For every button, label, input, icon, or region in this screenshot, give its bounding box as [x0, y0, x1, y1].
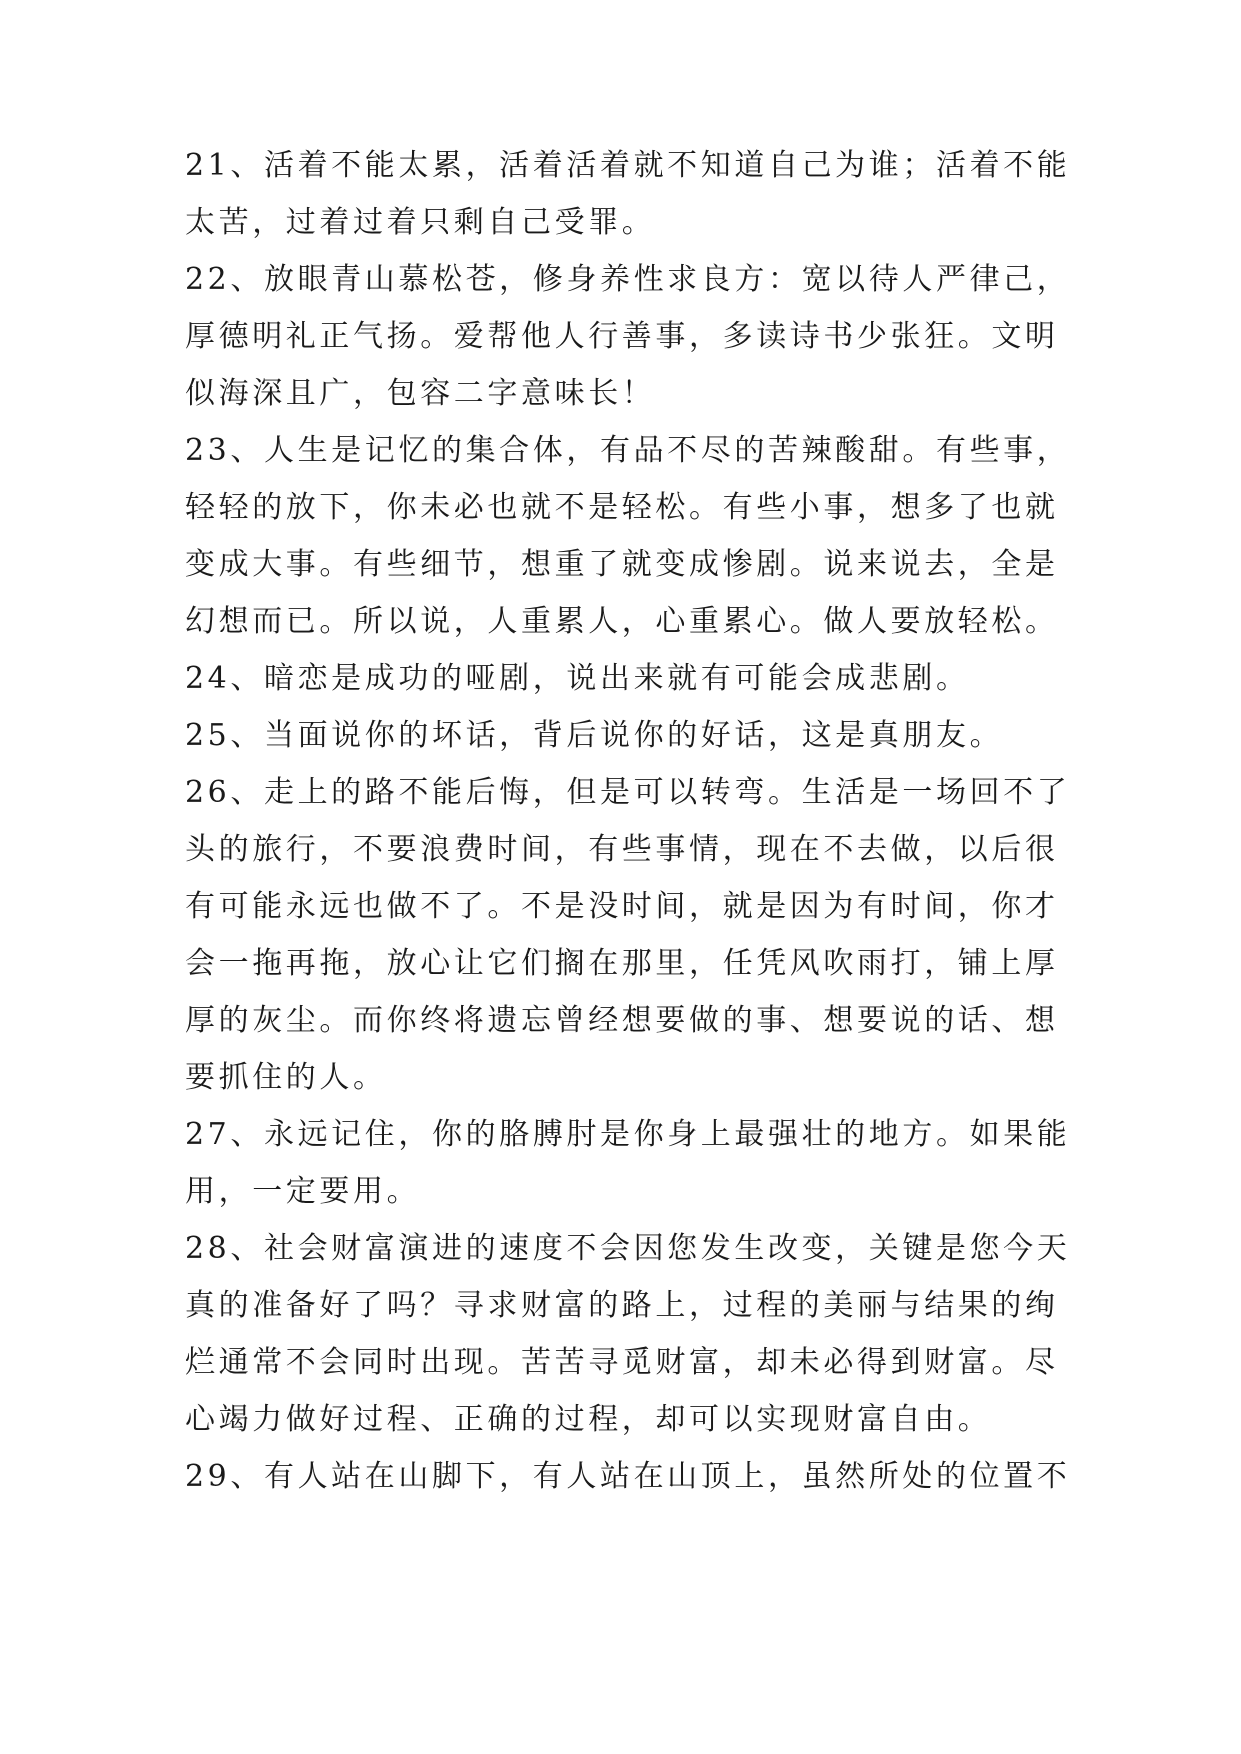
text-line: 幻想而已。所以说，人重累人，心重累心。做人要放轻松。 [185, 604, 1059, 639]
text-line: 厚德明礼正气扬。爱帮他人行善事，多读诗书少张狂。文明 [185, 319, 1059, 354]
text-line: 21、活着不能太累，活着活着就不知道自己为谁；活着不能 [185, 148, 1071, 183]
text-line: 真的准备好了吗？寻求财富的路上，过程的美丽与结果的绚 [185, 1288, 1059, 1323]
text-line: 轻轻的放下，你未必也就不是轻松。有些小事，想多了也就 [185, 490, 1059, 525]
paragraph-25 [185, 707, 1085, 764]
paragraph-24 [185, 650, 1085, 707]
text-line: 变成大事。有些细节，想重了就变成惨剧。说来说去，全是 [185, 547, 1059, 582]
text-line: 25、当面说你的坏话，背后说你的好话，这是真朋友。 [185, 718, 1004, 753]
text-line: 头的旅行，不要浪费时间，有些事情，现在不去做，以后很 [185, 832, 1059, 867]
text-line: 29、有人站在山脚下，有人站在山顶上，虽然所处的位置不 [185, 1459, 1071, 1494]
paragraph-21 [185, 137, 1085, 251]
text-line: 烂通常不会同时出现。苦苦寻觅财富，却未必得到财富。尽 [185, 1345, 1059, 1380]
text-line: 24、暗恋是成功的哑剧，说出来就有可能会成悲剧。 [185, 661, 970, 696]
text-line: 23、人生是记忆的集合体，有品不尽的苦辣酸甜。有些事， [185, 433, 1071, 468]
text-line: 22、放眼青山慕松苍，修身养性求良方：宽以待人严律己， [185, 262, 1071, 297]
text-line: 有可能永远也做不了。不是没时间，就是因为有时间，你才 [185, 889, 1059, 924]
text-line: 用，一定要用。 [185, 1174, 421, 1209]
paragraph-29 [185, 1448, 1085, 1505]
paragraph-22 [185, 251, 1085, 422]
paragraph-27 [185, 1106, 1085, 1220]
paragraph-23 [185, 422, 1085, 650]
text-line: 厚的灰尘。而你终将遗忘曾经想要做的事、想要说的话、想 [185, 1003, 1059, 1038]
text-line: 27、永远记住，你的胳膊肘是你身上最强壮的地方。如果能 [185, 1117, 1071, 1152]
text-line: 太苦，过着过着只剩自己受罪。 [185, 205, 656, 240]
paragraph-26 [185, 764, 1085, 1106]
text-line: 会一拖再拖，放心让它们搁在那里，任凭风吹雨打，铺上厚 [185, 946, 1059, 981]
document-body [185, 137, 1085, 1505]
text-line: 26、走上的路不能后悔，但是可以转弯。生活是一场回不了 [185, 775, 1071, 810]
paragraph-28 [185, 1220, 1085, 1448]
text-line: 28、社会财富演进的速度不会因您发生改变，关键是您今天 [185, 1231, 1071, 1266]
text-line: 心竭力做好过程、正确的过程，却可以实现财富自由。 [185, 1402, 992, 1437]
text-line: 要抓住的人。 [185, 1060, 387, 1095]
text-line: 似海深且广，包容二字意味长！ [185, 376, 656, 411]
